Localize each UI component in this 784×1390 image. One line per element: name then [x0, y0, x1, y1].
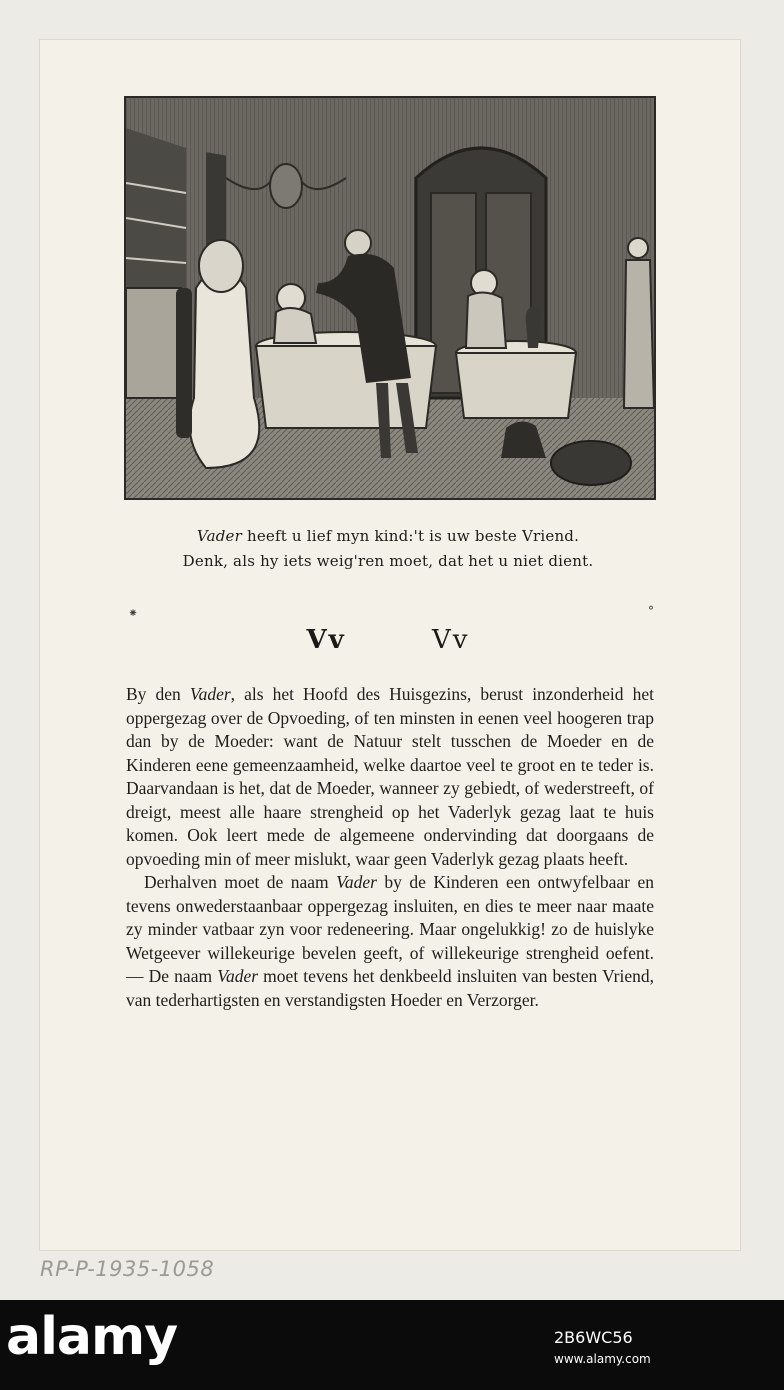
tablecloth-right	[456, 353, 576, 418]
caption-line-1	[124, 527, 652, 545]
watermark-brand: alamy	[6, 1307, 178, 1367]
plate-mark-right: °	[648, 604, 654, 618]
wall-medallion	[270, 164, 302, 208]
caption-italic-word: Vader	[196, 527, 242, 545]
caption-line-2: Denk, als hy iets weig'ren moet, dat het u niet dient.	[182, 552, 594, 570]
p2-run-4: moet tevens het denkbeeld insluiten van besten Vriend, van tederhartigsten en verstandigsten Hoeder en Verzorger.	[126, 966, 654, 1010]
p2-run-1: Vader	[336, 872, 377, 892]
plate-mark-left: ⁕	[128, 606, 139, 620]
father-head	[345, 230, 371, 256]
paragraph-1	[126, 683, 654, 871]
watermark-image-id: 2B6WC56	[554, 1328, 633, 1347]
p2-run-2: by de Kinderen een ontwyfelbaar en tevens onwederstaanbaar oppergezag insluiten, en dies te meer naar maate zy minder vatbaar zyn voor redeneering. Maar ongelukkig! zo de huislyke Wetgeever willekeurige bevelen geeft, of willekeurige strengheid oefent. — De naam	[126, 872, 654, 986]
body-text	[126, 683, 654, 1012]
p2-run-0: Derhalven moet de naam	[144, 872, 337, 892]
engraving-plate	[124, 96, 656, 500]
heading-roman-letters: Vv	[432, 625, 470, 655]
caption-line-1-text: heeft u lief myn kind:'t is uw beste Vriend.	[241, 527, 580, 545]
maid-head	[628, 238, 648, 258]
letter-heading	[124, 625, 652, 655]
p1-run-0: By den	[126, 684, 190, 704]
paragraph-2	[126, 871, 654, 1012]
bonnet	[199, 240, 243, 292]
chair-back	[176, 288, 192, 438]
archive-number: RP-P-1935-1058	[40, 1257, 215, 1281]
watermark-site: www.alamy.com	[554, 1352, 651, 1366]
heading-gothic-letters: Vv	[306, 625, 346, 655]
engraving-illustration	[126, 98, 654, 498]
p2-run-3: Vader	[217, 966, 259, 986]
maid	[624, 260, 654, 408]
p1-run-1: Vader	[189, 684, 231, 704]
fallen-chair	[551, 441, 631, 485]
sideboard	[126, 288, 181, 398]
p1-run-2: , als het Hoofd des Huisgezins, berust inzonderheid het oppergezag over de Opvoeding, of ten minsten in eenen veel hoogeren trap dan by de Moeder: want de Natuur stelt tusschen de Moeder en de Kinderen eene gemeenzaamheid, welke daartoe veel te groot en te teder is. Daarvandaan is het, dat de Moeder, wanneer zy gebiedt, of wederstreeft, of dreigt, meest alle haare strengheid op het Vaderlyk gezag laat te huis komen. Ook leert mede de algemeene ondervinding dat doorgaans de opvoeding min of meer mislukt, waar geen Vaderlyk gezag plaats heeft.	[126, 684, 654, 869]
